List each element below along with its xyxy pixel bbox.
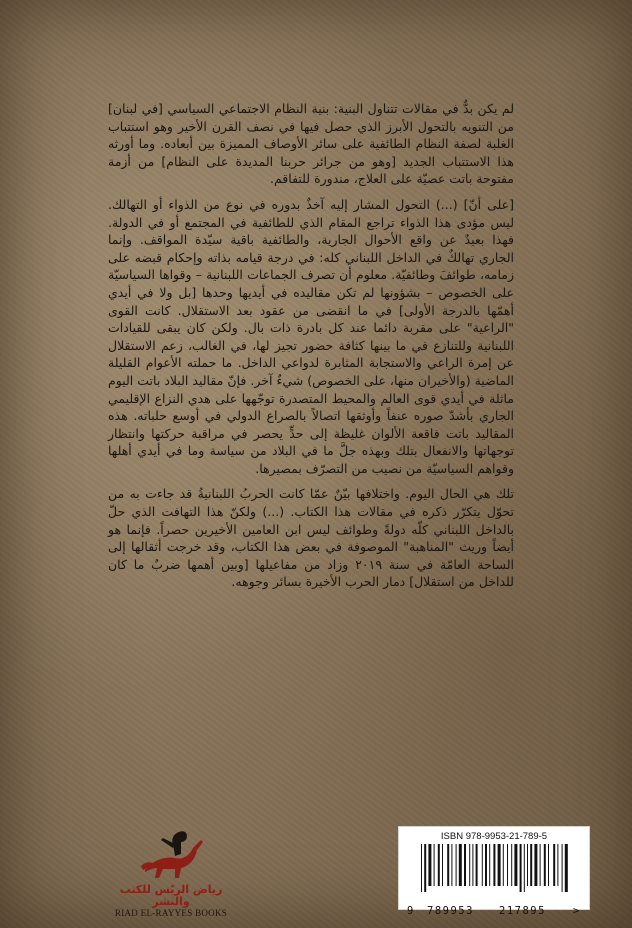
barcode-bar — [524, 844, 525, 892]
barcode-bar — [493, 844, 495, 886]
barcode-bar — [456, 844, 457, 886]
barcode-bar — [498, 844, 501, 886]
barcode-bar — [553, 844, 555, 886]
barcode-bar — [476, 844, 478, 886]
barcode-bar — [472, 844, 473, 886]
barcode-bar — [540, 844, 541, 886]
isbn-label: ISBN 978-9953-21-789-5 — [440, 831, 548, 842]
barcode-bar — [438, 844, 440, 886]
barcode-bar — [434, 844, 435, 886]
barcode-bar — [507, 844, 508, 886]
barcode-bar — [482, 844, 483, 886]
isbn-group-left: 789953 — [427, 905, 474, 917]
barcode-bar — [469, 844, 470, 886]
barcode-bar — [424, 844, 426, 892]
barcode-bar — [451, 844, 452, 886]
publisher-logo — [112, 820, 230, 920]
barcode-bar — [557, 844, 558, 886]
publisher-name-arabic: رياض الريّس للكتب والنشر — [119, 883, 223, 908]
barcode-bar — [442, 844, 443, 886]
isbn-end-mark: > — [573, 905, 580, 917]
barcode-bar — [520, 844, 522, 892]
back-cover-blurb — [108, 100, 514, 599]
barcode-bar — [527, 844, 528, 886]
blurb-paragraph-1: لم يكن بدٌّ في مقالات تتناول البنية: بنية النظام الاجتماعي السياسي [في لبنان] من التنويه بالتحول الأبرز الذي حصل فيها في نصف القرن الأخير وهو استتباب الغلبة لصفة النظام الطائفية على سائر الأوصاف المميزة بين أبعاده. وما أورثه هذا الاستتباب الجديد [وهو من جرائر حربنا المديدة على النظام] من أزمة مفتوحة باتت عصيّة على العلاج، مندورة للتفاقم. — [108, 101, 514, 187]
barcode-bar — [464, 844, 466, 886]
barcode-bar — [503, 844, 504, 886]
barcode-bar — [489, 844, 490, 886]
barcode-bar — [562, 844, 563, 892]
barcode-bar — [485, 844, 487, 886]
barcode-bar — [544, 844, 546, 886]
barcode-bar — [447, 844, 449, 886]
barcode-bar — [530, 844, 532, 886]
barcode-bar — [534, 844, 537, 886]
barcode-bar — [428, 844, 431, 886]
publisher-name-latin: RIAD EL-RAYYES BOOKS — [114, 908, 228, 918]
barcode-bar — [421, 844, 422, 892]
barcode-bar — [514, 844, 517, 886]
barcode-bars — [419, 844, 569, 892]
barcode-bar — [459, 844, 462, 886]
barcode-bar — [565, 844, 568, 892]
isbn-lead-digit: 9 — [407, 905, 414, 917]
horse-rider-logo-icon — [135, 820, 207, 882]
blurb-paragraph-2: [على أنّ] (...) التحول المشار إليه آخذٌ بدوره في نوع من الذواء أو التهالك. ليس مؤدى هذا الذواء تراجع المقام الذي للطائفية في المجتمع أو في الدولة. فهذا بعيدٌ عن واقع الأحوال الجارية، والطائفية باقية سيّدة المواقف. وإنما الجاري تهالكٌ في الداخل اللبناني كله: في درجة قيامه بذاته وإحكام قبضه على زمامه، طوائفَ وطائفيّة. معلوم أن تصرف الجماعات اللبنانية – وقواها السياسيّة على الخصوص – بشؤونها لم تكن مقاليده في أيديها وحدها [بل ولا في أيدي أهمّها بالدرجة الأولى] في ما انقضى من عقود بعد الاستقلال. كانت القوى "الراعية" على مقربة دائما عند كل بادرة ذات بال. ولكن كان يبقى للقيادات اللبنانية وللتنازع في ما بينها كثافة حضور تجيز لها، في الغالب، زعم الاستقلال عن إمرة الراعي والاستجابة المثابرة لدواعي الداخل. ما حملته الأعوام القليلة الماضية (والأخيران منها، على الخصوص) شيءٌ آخر. فإنّ مقاليد البلاد باتت اليوم ماثلة في أيدي قوى العالم والمحيط المتصدرة توجّهها على هدي النزاع الإقليمي الجاري بأشدّ صوره عنفاً وأوثقها اتصالاً بالصراع الدولي في أوسع حلباته. هذه المقاليد باتت فاقعة الألوان غليظة إلى حدٍّ يحصر في مراقبة حركتها وانتظار توجهاتها والانفعال بتلك وبهذه جلَّ ما في البلاد من سياسة وما في أيدي أهلها وقواهم السياسيّة من نصيب من التصرّف بمصيرها. — [108, 196, 514, 476]
isbn-group-right: 217895 — [499, 905, 546, 917]
isbn-barcode — [398, 826, 590, 917]
barcode-bar — [548, 844, 549, 886]
barcode-bar — [511, 844, 512, 886]
blurb-paragraph-3: تلك هي الحال اليوم. واختلافها بيّنٌ عمّا كانت الحربُ اللبنانيةُ قد جاءت به من تحوّل يتكرّر ذكره في مقالات هذا الكتاب. (...) ولكنّ هذا التهافت الذي حلّ بالداخل اللبناني كلّه دولةً وطوائف ليس ابن العامين الأخيرين حصراً. فإنما هو أيضاً وريث "المناهبة" الموصوفة في بعض هذا الكتاب، وقد خرجت أثقالها إلى الساحة العامّة في سنة ٢٠١٩ وزاد من مفاعيلها [وبين أهمها ضربٌ ما كان للداخل من استقلال] دمار الحرب الأخيرة بسائر وجوهه. — [108, 486, 514, 590]
